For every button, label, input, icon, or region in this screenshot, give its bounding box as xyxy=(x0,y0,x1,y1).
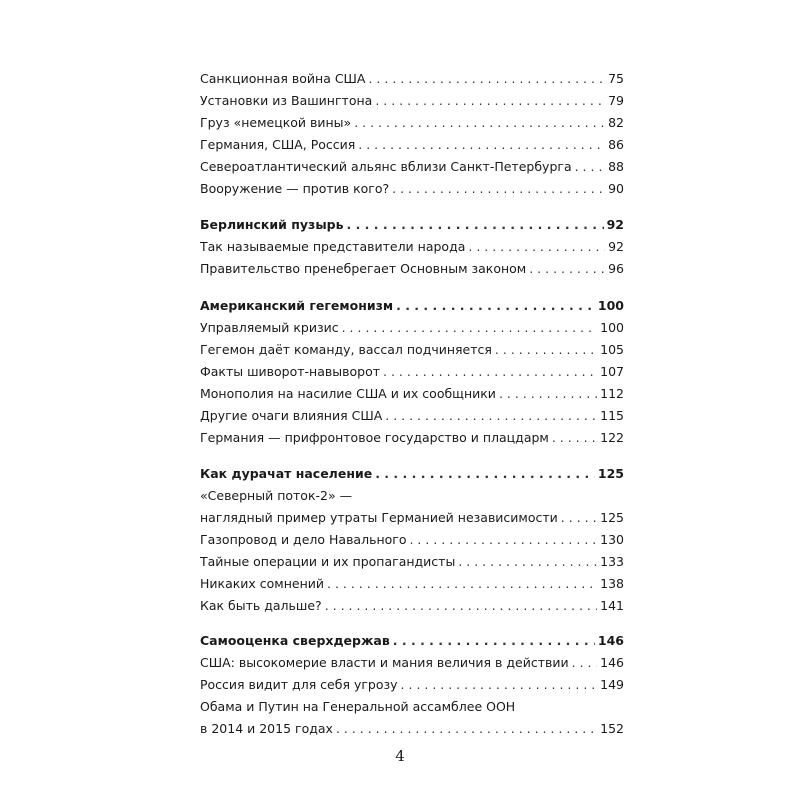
toc-entry xyxy=(200,696,624,718)
toc-entry-page: 122 xyxy=(600,430,624,445)
toc-leader-dots xyxy=(336,718,597,740)
toc-entry xyxy=(200,339,624,361)
toc-entry xyxy=(200,718,624,740)
toc-entry xyxy=(200,551,624,573)
toc-entry-title: наглядный пример утраты Германией независимости xyxy=(200,510,558,525)
toc-entry-title: Санкционная война США xyxy=(200,71,366,86)
toc-leader-dots xyxy=(385,405,597,427)
toc-entry-page: 130 xyxy=(600,532,624,547)
toc-entry xyxy=(200,258,624,280)
toc-entry-title: Гегемон даёт команду, вассал подчиняется xyxy=(200,342,492,357)
toc-entry-title: Так называемые представители народа xyxy=(200,239,466,254)
toc-leader-dots xyxy=(561,507,597,529)
toc-leader-dots xyxy=(368,68,605,90)
toc-leader-dots xyxy=(342,317,598,339)
toc-leader-dots xyxy=(375,90,605,112)
toc-entry xyxy=(200,674,624,696)
toc-entry xyxy=(200,68,624,90)
toc-entry xyxy=(200,507,624,529)
toc-leader-dots xyxy=(401,674,598,696)
toc-entry-page: 100 xyxy=(600,320,624,335)
toc-entry xyxy=(200,236,624,258)
toc-entry-page: 149 xyxy=(600,677,624,692)
toc-entry-page: 107 xyxy=(600,364,624,379)
toc-entry-page: 105 xyxy=(600,342,624,357)
toc-entry-page: 88 xyxy=(608,159,624,174)
toc-entry xyxy=(200,573,624,595)
toc-entry-page: 138 xyxy=(600,576,624,591)
toc-entry-page: 79 xyxy=(608,93,624,108)
toc-chapter-page: 146 xyxy=(597,633,624,648)
toc-entry-title: Североатлантический альянс вблизи Санкт-Петербурга xyxy=(200,159,572,174)
toc-entry xyxy=(200,361,624,383)
toc-leader-dots xyxy=(572,652,598,674)
toc-leader-dots xyxy=(392,178,605,200)
toc-entry xyxy=(200,383,624,405)
toc-entry-page: 125 xyxy=(600,510,624,525)
toc-entry-title: Правительство пренебрегает Основным законом xyxy=(200,261,527,276)
toc-leader-dots xyxy=(575,156,605,178)
toc-entry-page: 133 xyxy=(600,554,624,569)
toc-entry-page: 96 xyxy=(608,261,624,276)
toc-entry-title: Как быть дальше? xyxy=(200,598,322,613)
toc-leader-dots xyxy=(409,529,597,551)
toc-leader-dots xyxy=(468,236,605,258)
toc-leader-dots xyxy=(552,427,597,449)
toc-chapter-title: Берлинский пузырь xyxy=(200,217,344,232)
toc-leader-dots xyxy=(354,112,605,134)
toc-entry-title: в 2014 и 2015 годах xyxy=(200,721,333,736)
toc-entry xyxy=(200,90,624,112)
toc-entry-title: Германия, США, Россия xyxy=(200,137,356,152)
toc-entry-title: Обама и Путин на Генеральной ассамблее ООН xyxy=(200,699,516,714)
toc-leader-dots xyxy=(325,595,597,617)
toc-leader-dots xyxy=(346,214,603,236)
toc-entry xyxy=(200,485,624,507)
toc-chapter-title: Американский гегемонизм xyxy=(200,298,394,313)
toc-leader-dots xyxy=(529,258,605,280)
toc-entry-page: 82 xyxy=(608,115,624,130)
toc-chapter-heading xyxy=(200,630,624,652)
toc-entry-page: 86 xyxy=(608,137,624,152)
toc-entry-page: 115 xyxy=(600,408,624,423)
toc-entry-title: Германия — прифронтовое государство и плацдарм xyxy=(200,430,549,445)
toc-entry-title: Груз «немецкой вины» xyxy=(200,115,352,130)
toc-entry-title: Факты шиворот-навыворот xyxy=(200,364,380,379)
toc-chapter-heading xyxy=(200,463,624,485)
toc-entry xyxy=(200,652,624,674)
toc-chapter-heading xyxy=(200,214,624,236)
toc-chapter-page: 92 xyxy=(606,217,624,232)
toc-entry xyxy=(200,317,624,339)
toc-leader-dots xyxy=(327,573,597,595)
toc-entry-title: Монополия на насилие США и их сообщники xyxy=(200,386,496,401)
toc-leader-dots xyxy=(393,630,595,652)
toc-entry xyxy=(200,529,624,551)
toc-leader-dots xyxy=(396,295,595,317)
toc-entry xyxy=(200,178,624,200)
toc-entry xyxy=(200,112,624,134)
toc-entry-page: 146 xyxy=(600,655,624,670)
toc-entry xyxy=(200,156,624,178)
toc-entry xyxy=(200,405,624,427)
toc-entry-title: «Северный поток-2» — xyxy=(200,488,353,503)
toc-leader-dots xyxy=(383,361,597,383)
toc-entry-page: 75 xyxy=(608,71,624,86)
toc-entry xyxy=(200,595,624,617)
toc-entry-page: 141 xyxy=(600,598,624,613)
toc-entry-title: Россия видит для себя угрозу xyxy=(200,677,398,692)
page-number: 4 xyxy=(395,747,405,765)
toc-leader-dots xyxy=(358,134,605,156)
toc-entry-title: Вооружение — против кого? xyxy=(200,181,390,196)
toc-entry-page: 92 xyxy=(608,239,624,254)
toc-entry xyxy=(200,134,624,156)
toc-chapter-title: Самооценка сверхдержав xyxy=(200,633,390,648)
toc-entry-page: 152 xyxy=(600,721,624,736)
toc-leader-dots xyxy=(458,551,597,573)
toc-entry xyxy=(200,427,624,449)
toc-chapter-page: 100 xyxy=(597,298,624,313)
toc-entry-title: Другие очаги влияния США xyxy=(200,408,383,423)
toc-leader-dots xyxy=(495,339,597,361)
toc-chapter-title: Как дурачат население xyxy=(200,466,373,481)
toc-entry-title: Установки из Вашингтона xyxy=(200,93,373,108)
toc-entry-page: 112 xyxy=(600,386,624,401)
toc-leader-dots xyxy=(499,383,597,405)
toc-entry-title: Газопровод и дело Навального xyxy=(200,532,407,547)
toc-chapter-heading xyxy=(200,295,624,317)
toc-chapter-page: 125 xyxy=(597,466,624,481)
toc-entry-title: Управляемый кризис xyxy=(200,320,339,335)
toc-entry-title: Никаких сомнений xyxy=(200,576,325,591)
toc-entry-title: США: высокомерие власти и мания величия в действии xyxy=(200,655,569,670)
toc-entry-page: 90 xyxy=(608,181,624,196)
toc-entry-title: Тайные операции и их пропагандисты xyxy=(200,554,456,569)
toc-leader-dots xyxy=(375,463,595,485)
